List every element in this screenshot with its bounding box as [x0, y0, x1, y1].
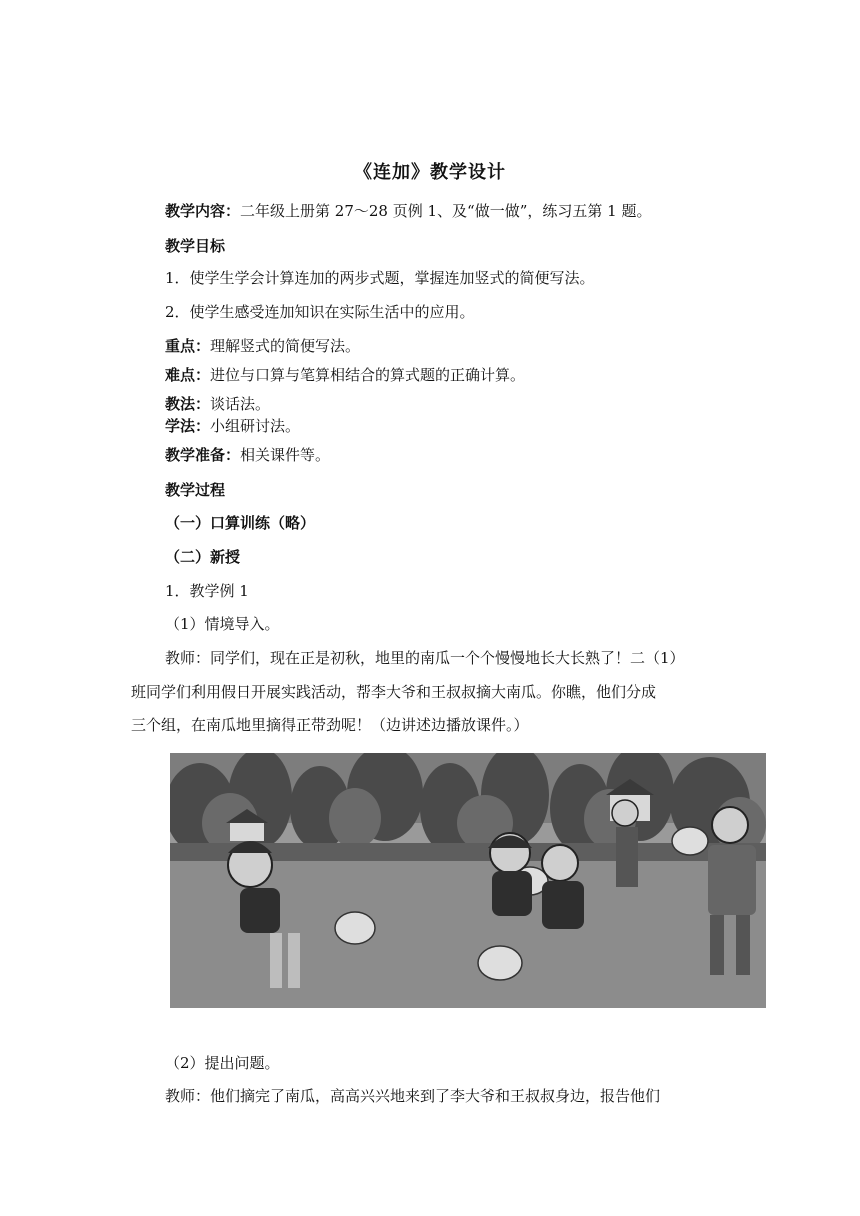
step-2-heading: （2）提出问题。 [165, 1054, 280, 1072]
teaching-content-line [165, 201, 651, 221]
pumpkin-field-drawing [170, 753, 766, 1008]
teaching-method-line [165, 394, 270, 414]
difficulty-line [165, 365, 525, 385]
teacher-paragraph-2-line-1: 教师：他们摘完了南瓜，高高兴兴地来到了李大爷和王叔叔身边，报告他们 [165, 1087, 661, 1105]
key-point-text: 理解竖式的简便写法。 [210, 337, 361, 355]
teaching-method-label: 教法： [165, 395, 211, 413]
preparation-line [165, 445, 330, 465]
objective-item-1: 1．使学生学会计算连加的两步式题，掌握连加竖式的简便写法。 [165, 269, 595, 287]
process-part-2: （二）新授 [165, 548, 241, 566]
difficulty-label: 难点： [165, 366, 211, 384]
pumpkin-field-illustration [170, 753, 766, 1008]
teaching-method-text: 谈话法。 [210, 395, 271, 413]
process-part-1: （一）口算训练（略） [165, 514, 316, 532]
teacher-paragraph-line-2: 班同学们利用假日开展实践活动，帮李大爷和王叔叔摘大南瓜。你瞧，他们分成 [131, 683, 657, 701]
key-point-line [165, 336, 360, 356]
difficulty-text: 进位与口算与笔算相结合的算式题的正确计算。 [210, 366, 526, 384]
teaching-content-label: 教学内容： [165, 202, 241, 220]
objectives-heading: 教学目标 [165, 237, 226, 255]
learning-method-label: 学法： [165, 417, 211, 435]
learning-method-line [165, 416, 300, 436]
teacher-paragraph-line-3: 三个组，在南瓜地里摘得正带劲呢！（边讲述边播放课件。） [131, 716, 529, 734]
example-heading: 1．教学例 1 [165, 582, 249, 600]
teacher-paragraph-line-1: 教师：同学们，现在正是初秋，地里的南瓜一个个慢慢地长大长熟了！二（1） [165, 649, 685, 667]
learning-method-text: 小组研讨法。 [210, 417, 301, 435]
objective-item-2: 2．使学生感受连加知识在实际生活中的应用。 [165, 303, 475, 321]
teaching-content-text: 二年级上册第 27～28 页例 1、及“做一做”，练习五第 1 题。 [240, 202, 652, 220]
document-title: 《连加》教学设计 [354, 162, 506, 183]
key-point-label: 重点： [165, 337, 211, 355]
process-heading: 教学过程 [165, 481, 226, 499]
step-1-heading: （1）情境导入。 [165, 615, 280, 633]
preparation-label: 教学准备： [165, 446, 241, 464]
preparation-text: 相关课件等。 [240, 446, 331, 464]
